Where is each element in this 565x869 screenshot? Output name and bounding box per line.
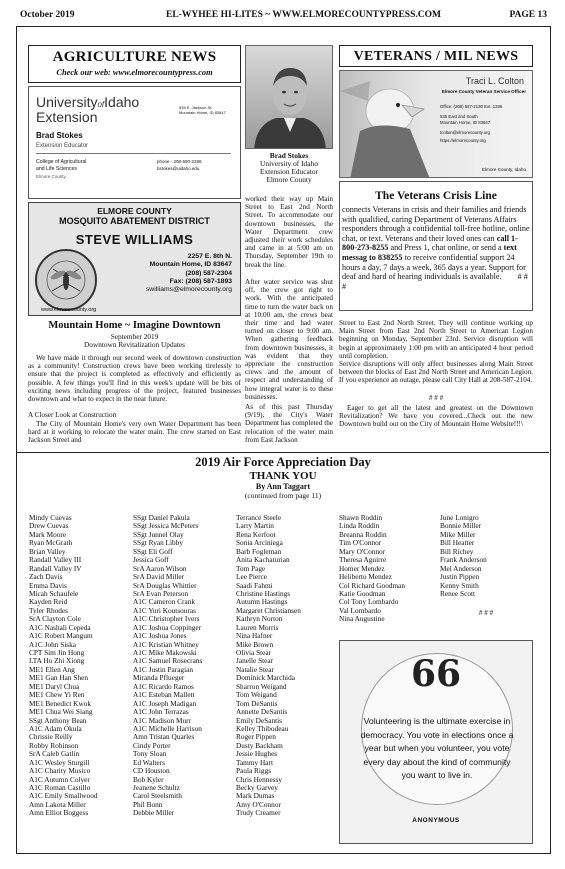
names-column-5	[440, 514, 532, 598]
uidaho-logo-idaho: Idaho	[104, 94, 140, 110]
attendee-name: SSgt Daniel Pakula	[133, 514, 190, 522]
attendee-name: Linda Roddin	[339, 521, 380, 531]
attendee-name: Brian Valley	[29, 546, 66, 556]
attendee-name: Chrissie Reilly	[29, 732, 73, 742]
attendee-name: Col Richard Goodman	[339, 580, 406, 590]
attendee-name: Rena Kerfoot	[236, 529, 276, 539]
attendee-name: Mark Dumas	[236, 791, 275, 801]
attendee-name: ME1 Ellen Ang	[29, 664, 75, 674]
eagle-icon	[340, 71, 436, 178]
attendee-name: SrA Aaron Wilson	[133, 563, 187, 573]
attendee-name: A1C Justin Paragian	[133, 664, 193, 674]
attendee-name: Tammy Hart	[236, 757, 273, 767]
attendee-name: SSgt Junnel Olay	[133, 529, 184, 539]
attendee-name: A1C Nashali Cepeda	[29, 622, 91, 632]
names-column-4	[339, 514, 431, 624]
attendee-name: Lee Pierce	[236, 572, 267, 582]
article-col3-c: Eager to get all the latest and greatest on the Downtown Revitalization? We have you covered...Check out the new Downtown build out on the City of Mountain Home Website!!!\	[339, 404, 533, 429]
attendee-name: Olivia Stear	[236, 648, 272, 657]
attendee-name: A1C John Siska	[29, 639, 77, 649]
crisis-body-mid: and Press 1, chat online, or send a	[388, 243, 504, 253]
mosquito-contact	[146, 253, 232, 294]
veteran-officer-card	[339, 70, 533, 178]
attendee-name: SrA Douglas Whittier	[133, 580, 197, 590]
attendee-name: Amn Tristan Quarles	[133, 732, 195, 742]
agriculture-subtitle: Check our web: www.elmorecountypress.com	[56, 68, 213, 77]
officer-role: Elmore County Veteran Service Officer	[441, 89, 526, 94]
portrait-illustration	[246, 46, 333, 149]
attendee-name: A1C Robert Mangum	[29, 631, 93, 641]
article-subhead: A Closer Look at Construction	[28, 411, 117, 419]
article-col3-b: Service disruptions will only affect businesses along Main Street between the blocks of East 2nd North Street and American Legion. If you experience an outage, please call City Hall at 208-587-2104.	[339, 360, 533, 385]
names-column-1	[29, 514, 127, 818]
attendee-name: Kathryn Norton	[236, 614, 283, 624]
article-col2-c: As of this past Thursday (9/19), the City's Water Department has completed the relocation of the water main from East Jackson	[245, 403, 333, 444]
attendee-name: June Lonigro	[440, 514, 479, 522]
attendee-name: Bill Heatter	[440, 538, 475, 548]
uidaho-phone: phone · 208-590-2286	[157, 159, 202, 164]
attendee-name: Justin Pippen	[440, 572, 480, 582]
attendee-name: Val Lombardo	[339, 605, 381, 615]
mosquito-fax: Fax: (208) 587-1893	[169, 277, 232, 285]
attendee-name: CPT Sim Jin Hong	[29, 648, 85, 657]
page-number: PAGE 13	[509, 10, 547, 20]
attendee-name: Ed Walters	[133, 757, 165, 767]
attendee-name: Tony Sloan	[133, 749, 167, 759]
attendee-name: A1C Michelle Harrison	[133, 723, 202, 733]
uidaho-logo-university: University	[36, 94, 98, 110]
brad-stokes-photo	[245, 45, 333, 149]
attendee-name: Paula Riggs	[236, 766, 272, 776]
attendee-name: A1C Joshua Coppinger	[133, 622, 202, 632]
attendee-name: LTA Ho Zhi Xiong	[29, 656, 85, 666]
quote-author: ANONYMOUS	[412, 817, 460, 824]
uidaho-name: Brad Stokes	[36, 131, 83, 140]
attendee-name: Heliberto Mendez	[339, 572, 392, 582]
attendee-name: Jeanene Schultz	[133, 783, 180, 792]
veterans-banner	[339, 45, 533, 67]
attendee-name: A1C Joshua Jones	[133, 631, 187, 641]
attendee-name: Cindy Porter	[133, 740, 171, 750]
attendee-name: Emma Davis	[29, 580, 67, 590]
caption-line3: Extension Educator	[259, 167, 319, 177]
attendee-name: Annette DeSantis	[236, 707, 288, 717]
uidaho-college: College of Agricultural and Life Sciences	[36, 159, 87, 172]
attendee-name: A1C Yuri Koutsouras	[133, 605, 196, 615]
article-title: Mountain Home ~ Imagine Downtown	[48, 320, 221, 331]
attendee-name: A1C Samuel Rosecrans	[133, 656, 203, 666]
attendee-name: Mel Anderson	[440, 563, 482, 573]
mosquito-addr1: 2257 E. 8th N.	[187, 253, 232, 260]
crisis-call: call 1-800-273-8255	[342, 233, 518, 253]
attendee-name: Autumn Hastings	[236, 597, 288, 607]
attendee-name: ME1 Chua Wei Siang	[29, 707, 93, 717]
mosquito-addr2: Mountain Home, ID 83647	[149, 261, 232, 269]
attendee-name: ME1 Chew Yi Ren	[29, 690, 85, 700]
attendee-name: Tom DeSantis	[236, 698, 278, 708]
officer-address: 535 East and South Mountain Home, ID 83647	[440, 114, 491, 125]
attendee-name: Becky Garvey	[236, 783, 278, 792]
mosquito-name: STEVE WILLIAMS	[75, 232, 194, 247]
uidaho-address: 535 E. Jackson St. Mountain Home, ID 83647	[179, 105, 226, 115]
attendee-name: Debbie Miller	[133, 808, 175, 818]
attendee-name: CD Houston	[133, 766, 170, 776]
mosquito-seal-text	[35, 263, 93, 269]
attendee-name: Kayden Reid	[29, 597, 68, 607]
names-column-2	[133, 514, 231, 818]
attendee-name: Mark Moore	[29, 529, 67, 539]
article-paragraph-1: We have made it through our second week of downtown construction as a community! Construction crews have been working tirelessly to ensure that the project is completed as effectively and efficiently as possible. A few things you'll find in this week's update will be bits of exciting news including progress of the project, featured businesses downtown and what to expect in the near future.	[28, 354, 241, 404]
attendee-name: Kenny Smith	[440, 580, 479, 590]
attendee-name: Tyler Rhodes	[29, 605, 69, 615]
attendee-name: SrA David Miller	[133, 572, 185, 582]
attendee-name: Jessie Hughes	[236, 749, 278, 759]
attendee-name: Bob Kyler	[133, 774, 164, 784]
article-col2-a: worked their way up Main Street to East 2nd North Street. To accommodate our downtown businesses, the Water Department crew adjusted their work schedules and came in at 5:00 am on Thursday, September 19th to break the line.	[245, 195, 333, 269]
masthead: EL-WYHEE HI-LITES ~ WWW.ELMORECOUNTYPRESS.COM	[166, 10, 441, 20]
attendee-name: A1C Joseph Madigan	[133, 698, 197, 708]
mosquito-seal-icon	[35, 249, 97, 311]
attendee-name: Carol Steelsmith	[133, 791, 182, 801]
attendee-name: ME1 Benedict Kwok	[29, 698, 92, 708]
attendee-name: A1C Cameron Crank	[133, 597, 196, 607]
attendee-name: A1C Ricardo Ramos	[133, 681, 194, 691]
attendee-name: SSgt Eli Goff	[133, 546, 173, 556]
attendee-name: Christine Hastings	[236, 588, 291, 598]
page-header	[16, 6, 551, 24]
quote-text: Volunteering is the ultimate exercise in democracy. You vote in elections once a year but when you volunteer, you vote every day about the kind of community you want to live in.	[360, 716, 514, 781]
section-rule	[17, 452, 549, 453]
officer-website: https://elmorecounty.org	[440, 138, 486, 143]
attendee-name: Ryan McGrath	[29, 538, 73, 548]
attendee-name: Amn Lakota Miller	[29, 799, 86, 809]
attendee-name: Terrance Steele	[236, 514, 282, 522]
mosquito-title2: MOSQUITO ABATEMENT DISTRICT	[59, 216, 210, 226]
attendee-name: Micah Schaufele	[29, 588, 79, 598]
attendee-name: A1C Autumn Colyer	[29, 774, 90, 784]
attendee-name: Sharron Weigand	[236, 681, 287, 691]
attendee-name: Kelley Thibodeau	[236, 723, 289, 733]
attendee-name: ME1 Gan Han Shen	[29, 673, 88, 683]
issue-date: October 2019	[20, 10, 75, 20]
uidaho-email: bstokes@uidaho.edu	[157, 166, 200, 171]
attendee-name: Jessica Goff	[133, 555, 169, 565]
article-col2-b: After water service was shut off, the crew got right to work. With the anticipated time to turn the water back on at 10:00 am, the crews beat their time and had water turned on closer to 9:00 am. When gathering feedback from downtown businesses, it was evident that they appreciate the construction crews and the amount of respect and understanding of how integral water is to these businesses.	[245, 278, 333, 401]
crisis-text: text messag to 838255	[342, 243, 517, 262]
mosquito-web: www.elmorecounty.org	[41, 307, 97, 313]
agriculture-banner	[28, 45, 241, 83]
caption-line2: University of Idaho	[260, 159, 318, 169]
attendee-name: Mindy Cuevas	[29, 514, 72, 522]
airforce-byline: By Ann Taggart	[255, 482, 311, 491]
attendee-name: Mike Brown	[236, 639, 274, 649]
volunteer-quote-box	[339, 640, 533, 844]
attendee-name: SSgt Jessica McPeters	[133, 521, 199, 531]
attendee-name: Lauren Morris	[236, 622, 279, 632]
attendee-name: Amy O'Connor	[236, 799, 281, 809]
attendee-name: Nina Hafner	[236, 631, 273, 641]
attendee-name: Col Tony Lombardo	[339, 597, 399, 607]
airforce-title: 2019 Air Force Appreciation Day	[195, 455, 371, 469]
attendee-name: Katie Goodman	[339, 588, 386, 598]
officer-name: Traci L. Colton	[465, 76, 524, 86]
attendee-name: SSgt Ryan Libby	[133, 538, 183, 548]
attendee-name: Tom Weigand	[236, 690, 277, 700]
airforce-continued: (continued from page 11)	[244, 491, 322, 500]
attendee-name: Larry Martin	[236, 521, 274, 531]
attendee-name: Randall Valley III	[29, 555, 82, 565]
mosquito-email: swilliams@elmorecounty.org	[145, 286, 232, 294]
mosquito-title1: ELMORE COUNTY	[97, 206, 172, 216]
attendee-name: Saadi Fahmi	[236, 580, 273, 590]
photo-caption	[245, 152, 333, 184]
attendee-name: ME1 Daryl Chua	[29, 681, 80, 691]
attendee-name: SSgt Anthony Bean	[29, 715, 87, 725]
attendee-name: Bonnie Miller	[440, 521, 482, 531]
attendee-name: A1C Emily Smallwood	[29, 791, 98, 801]
officer-email: tcolton@elmorecounty.org	[440, 130, 490, 135]
airforce-thanks: THANK YOU	[249, 470, 317, 482]
attendee-name: SrA Clayton Cole	[29, 614, 81, 624]
attendee-name: Nina Augustine	[339, 614, 385, 624]
attendee-name: Emily DeSantis	[236, 715, 283, 725]
attendee-name: Theresa Aguirre	[339, 555, 387, 565]
attendee-name: Barb Fogleman	[236, 546, 282, 556]
agriculture-title: AGRICULTURE NEWS	[52, 49, 217, 65]
quote-mark-icon: 66	[410, 653, 462, 695]
names-column-3	[236, 514, 334, 818]
uidaho-logo-of: of	[97, 100, 105, 109]
uidaho-county: Elmore County	[36, 174, 66, 179]
attendee-name: Tom Page	[236, 563, 266, 573]
attendee-name: Breanna Roddin	[339, 529, 387, 539]
attendee-name: SrA Evan Peterson	[133, 588, 189, 598]
mosquito-phone: (208) 587-2304	[185, 269, 232, 277]
attendee-name: A1C Kristian Whitney	[133, 639, 199, 649]
article-paragraph-3: The City of Mountain Home's very own Water Department has been hard at it working to relocate the water main. The crew started on East Jackson Street and	[28, 420, 241, 445]
attendee-name: A1C Christopher Ivers	[133, 614, 200, 624]
uidaho-business-card	[28, 86, 241, 199]
mosquito-abatement-ad	[28, 202, 241, 316]
attendee-name: Chris Hennessy	[236, 774, 283, 784]
attendee-name: Phil Bonn	[133, 799, 163, 809]
caption-name: Brad Stokes	[269, 151, 309, 160]
attendee-name: Mary O'Connor	[339, 546, 386, 556]
attendee-name: Natalie Stear	[236, 664, 274, 674]
attendee-name: A1C Charity Musico	[29, 766, 91, 776]
attendee-name: Renee Scott	[440, 588, 476, 598]
attendee-name: Randall Valley IV	[29, 563, 82, 573]
attendee-name: Robby Robinson	[29, 740, 79, 750]
attendee-name: Sonia Arciniega	[236, 538, 283, 548]
names-hash: # # #	[478, 609, 494, 617]
attendee-name: Margaret Christiansen	[236, 605, 301, 615]
veterans-title: VETERANS / MIL NEWS	[353, 49, 519, 64]
attendee-name: A1C Wesley Sturgill	[29, 757, 90, 767]
attendee-name: A1C Esteban Mallett	[133, 690, 195, 700]
attendee-name: Zach Davis	[29, 572, 63, 582]
article-date: September 2019	[110, 332, 159, 341]
attendee-name: A1C Mike Makowski	[133, 648, 197, 657]
attendee-name: Frank Anderson	[440, 555, 487, 565]
caption-line4: Elmore County	[266, 175, 312, 185]
crisis-line-box	[339, 181, 533, 311]
crisis-body-post: to receive confidential support 24 hours a day, 7 days a week, 365 days a year. Support for deaf and hard of hearing individuals is available.	[342, 252, 526, 282]
attendee-name: A1C Adam Okula	[29, 723, 82, 733]
attendee-name: Tim O'Connor	[339, 538, 382, 548]
attendee-name: A1C Madison Murr	[133, 715, 191, 725]
attendee-name: Trudy Creamer	[236, 808, 281, 818]
crisis-body-pre: connects Veterans in crisis and their families and friends with qualified, caring Department of Veterans Affairs responders through a confidential toll-free hotline, online chat, or text. Veterans and their loved ones can	[342, 205, 530, 243]
attendee-name: A1C Roman Castillo	[29, 783, 91, 792]
attendee-name: Janelle Stear	[236, 656, 274, 666]
attendee-name: Mike Miller	[440, 529, 476, 539]
attendee-name: Miranda Pflueger	[133, 673, 185, 683]
attendee-name: Amn Elliot Boggess	[29, 808, 89, 818]
attendee-name: SrA Caleb Gatlin	[29, 749, 80, 759]
attendee-name: Dominick Marchida	[236, 673, 295, 683]
article-subtitle: Downtown Revitalization Updates	[84, 340, 185, 349]
attendee-name: A1C John Terrazas	[133, 707, 189, 717]
attendee-name: Homer Mendez	[339, 563, 385, 573]
crisis-title: The Veterans Crisis Line	[375, 190, 497, 202]
attendee-name: Anita Kachaturian	[236, 555, 290, 565]
uidaho-logo-extension: Extension	[36, 109, 98, 125]
crisis-hash: # # #	[342, 272, 528, 291]
crisis-body	[342, 205, 530, 291]
attendee-name: Drew Cuevas	[29, 521, 69, 531]
article-col3-a: Street to East 2nd North Street. They will continue working up Main Street from East 2nd North Street to American Legion beginning on Monday, September 23rd. Service disruption will begin at approximately 1:00 pm with an anticipated 4 hour period until completion.	[339, 319, 533, 360]
uidaho-divider	[36, 153, 231, 154]
attendee-name: Roger Pippen	[236, 732, 276, 742]
uidaho-role: Extension Educator	[36, 143, 89, 149]
attendee-name: Dusty Backham	[236, 740, 283, 750]
attendee-name: Shawn Roddin	[339, 514, 383, 522]
officer-office: Office: (208) 587-2130 Ext. 1296	[440, 104, 503, 109]
article-col3-hash: # # #	[428, 394, 444, 402]
attendee-name: Bill Richey	[440, 546, 474, 556]
officer-footer: Elmore County, Idaho	[481, 167, 526, 172]
